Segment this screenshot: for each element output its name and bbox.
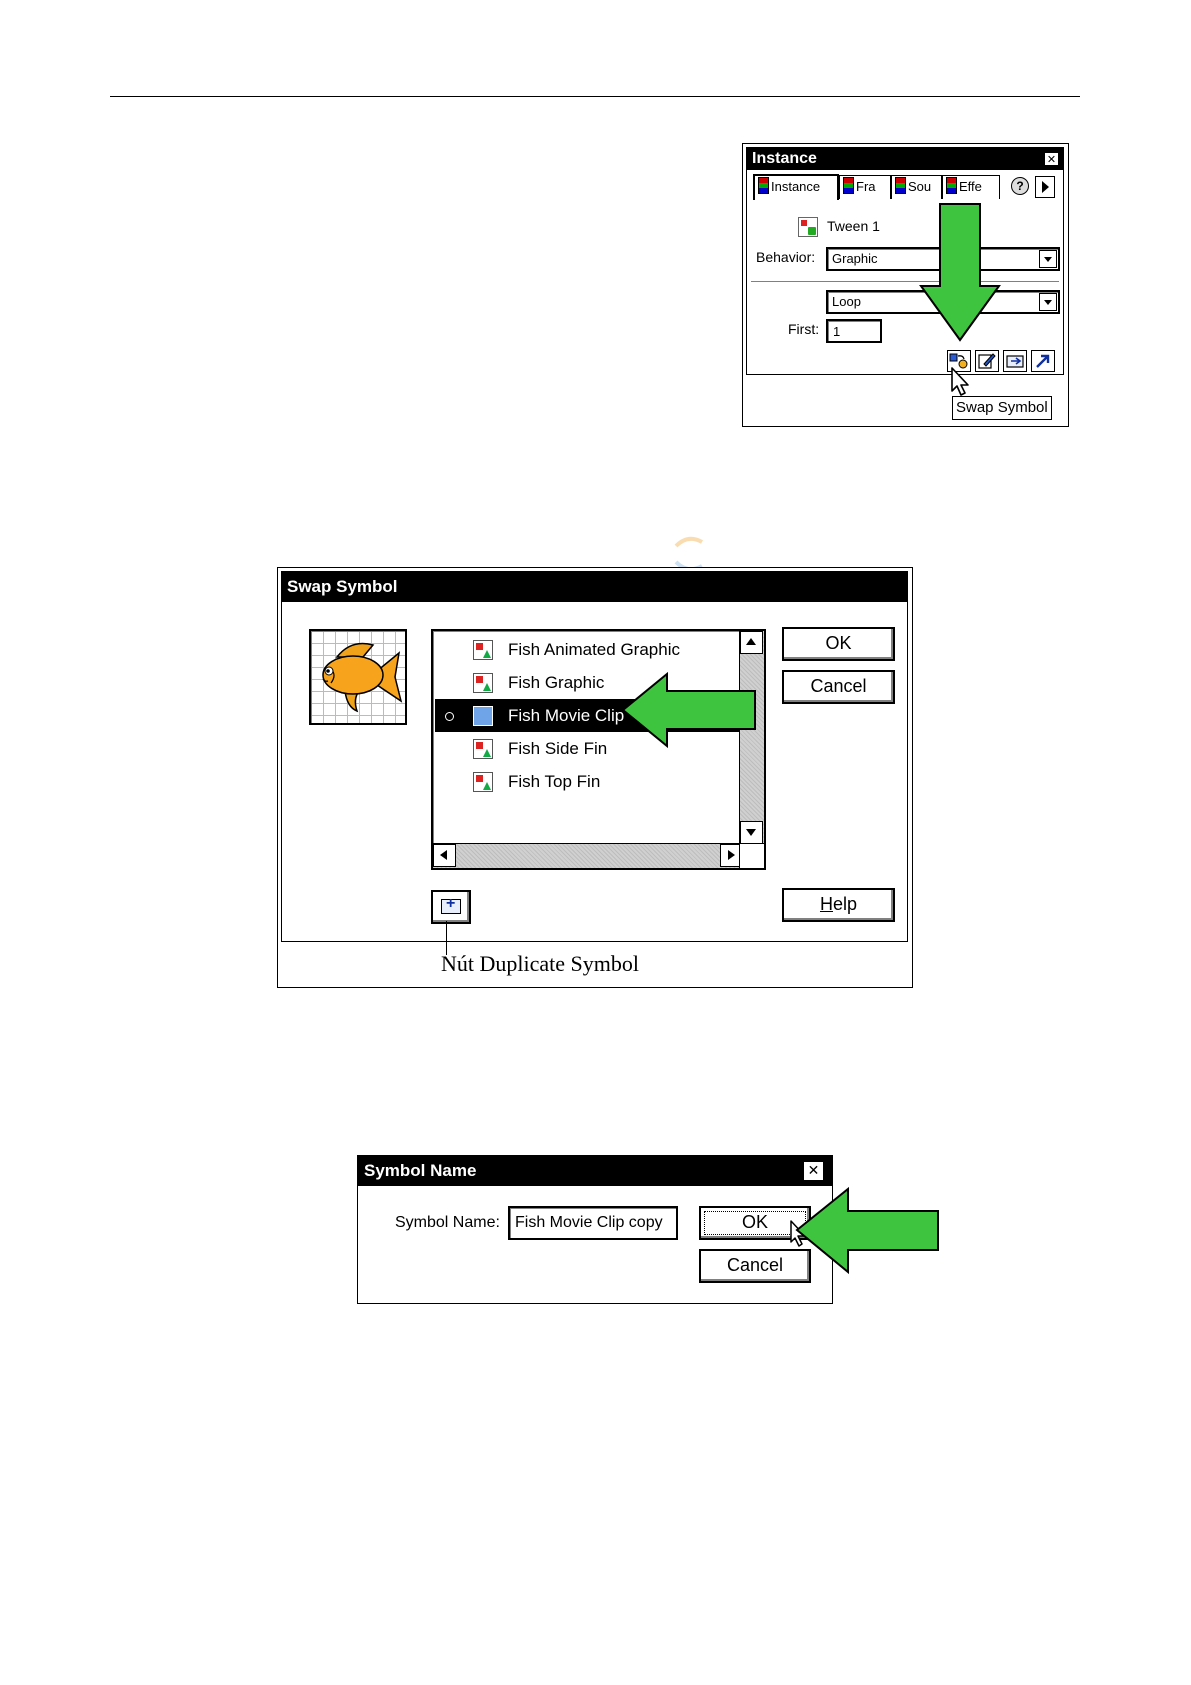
help-label-rest: elp — [832, 894, 858, 914]
scrollbar-corner — [739, 843, 764, 868]
effect-tab-icon — [946, 177, 957, 194]
help-icon[interactable]: ? — [1011, 177, 1029, 195]
sound-tab-icon — [895, 177, 906, 194]
divider — [751, 281, 1059, 283]
symbol-name-label: Symbol Name: — [395, 1214, 500, 1231]
tab-sound[interactable]: Sou — [891, 175, 942, 199]
instance-tab-icon — [758, 177, 769, 194]
goldfish-icon — [311, 631, 405, 723]
movie-clip-icon — [473, 706, 493, 726]
graphic-symbol-icon — [473, 640, 493, 660]
dialog-title: Symbol Name — [364, 1161, 477, 1180]
chevron-down-icon[interactable] — [1039, 250, 1057, 268]
edit-symbol-icon — [976, 351, 998, 371]
duplicate-symbol-icon — [441, 899, 461, 914]
chevron-down-icon[interactable] — [1039, 293, 1057, 311]
green-arrow-left-icon — [620, 671, 758, 749]
list-item[interactable]: Fish Side Fin — [435, 732, 743, 765]
list-item[interactable]: Fish Graphic — [435, 666, 743, 699]
tab-frame[interactable]: Fra — [839, 175, 891, 199]
tab-effect[interactable]: Effe — [942, 175, 1000, 199]
ok-button[interactable]: OK — [699, 1206, 811, 1240]
green-arrow-left-icon — [794, 1186, 941, 1275]
swap-title-bar[interactable] — [282, 572, 907, 602]
panel-tabs — [751, 175, 1059, 201]
first-label: First: — [788, 321, 820, 337]
current-symbol-dot-icon — [445, 712, 454, 721]
goto-symbol-button[interactable] — [1031, 350, 1055, 372]
loop-value: Loop — [832, 294, 861, 309]
instance-title: Instance — [752, 150, 817, 167]
graphic-symbol-icon — [473, 673, 493, 693]
swap-symbol-dialog — [281, 571, 908, 942]
scroll-up-icon[interactable] — [740, 631, 763, 654]
duplicate-symbol-icon — [1004, 351, 1026, 371]
ok-button[interactable]: OK — [782, 627, 895, 661]
behavior-value: Graphic — [832, 251, 878, 266]
tab-scroll-right-icon[interactable] — [1035, 176, 1055, 198]
help-mnemonic: H — [819, 894, 833, 914]
symbol-name-title-bar[interactable] — [358, 1156, 832, 1186]
first-frame-input[interactable]: 1 — [826, 319, 882, 343]
list-item[interactable]: Fish Animated Graphic — [435, 633, 743, 666]
symbol-list[interactable] — [431, 629, 766, 870]
symbol-name-input[interactable]: Fish Movie Clip copy — [508, 1206, 678, 1240]
symbol-name-text: Tween 1 — [827, 218, 880, 234]
edit-symbol-button[interactable] — [975, 350, 999, 372]
scroll-left-icon[interactable] — [433, 844, 456, 867]
list-item-selected[interactable]: Fish Movie Clip — [435, 699, 743, 732]
close-icon[interactable]: ✕ — [802, 1160, 825, 1182]
cancel-button[interactable]: Cancel — [782, 670, 895, 704]
graphic-symbol-icon — [798, 217, 818, 237]
close-icon[interactable]: ✕ — [1043, 151, 1060, 167]
behavior-label: Behavior: — [756, 249, 816, 265]
tab-instance[interactable]: Instance — [753, 174, 839, 200]
instance-panel — [746, 147, 1064, 375]
green-arrow-down-icon — [917, 202, 1003, 344]
horizontal-scrollbar[interactable] — [433, 843, 743, 868]
duplicate-symbol-button[interactable] — [431, 890, 471, 924]
swap-symbol-tooltip: Swap Symbol — [952, 396, 1052, 420]
graphic-symbol-icon — [473, 772, 493, 792]
frame-tab-icon — [843, 177, 854, 194]
cancel-button[interactable]: Cancel — [699, 1249, 811, 1283]
symbol-name-dialog — [357, 1155, 833, 1304]
scroll-down-icon[interactable] — [740, 821, 763, 844]
mouse-cursor-icon — [950, 367, 972, 399]
swap-symbol-figure — [277, 567, 913, 988]
callout-line — [446, 921, 447, 955]
arrow-up-right-icon — [1032, 351, 1054, 371]
header-rule — [110, 96, 1080, 97]
instance-title-bar[interactable] — [747, 148, 1063, 170]
duplicate-caption: Nút Duplicate Symbol — [441, 951, 639, 976]
symbol-preview — [309, 629, 407, 725]
instance-panel-figure — [742, 143, 1069, 427]
graphic-symbol-icon — [473, 739, 493, 759]
duplicate-symbol-button[interactable] — [1003, 350, 1027, 372]
list-item[interactable]: Fish Top Fin — [435, 765, 743, 798]
dialog-title: Swap Symbol — [287, 577, 398, 596]
help-button[interactable] — [782, 888, 895, 922]
